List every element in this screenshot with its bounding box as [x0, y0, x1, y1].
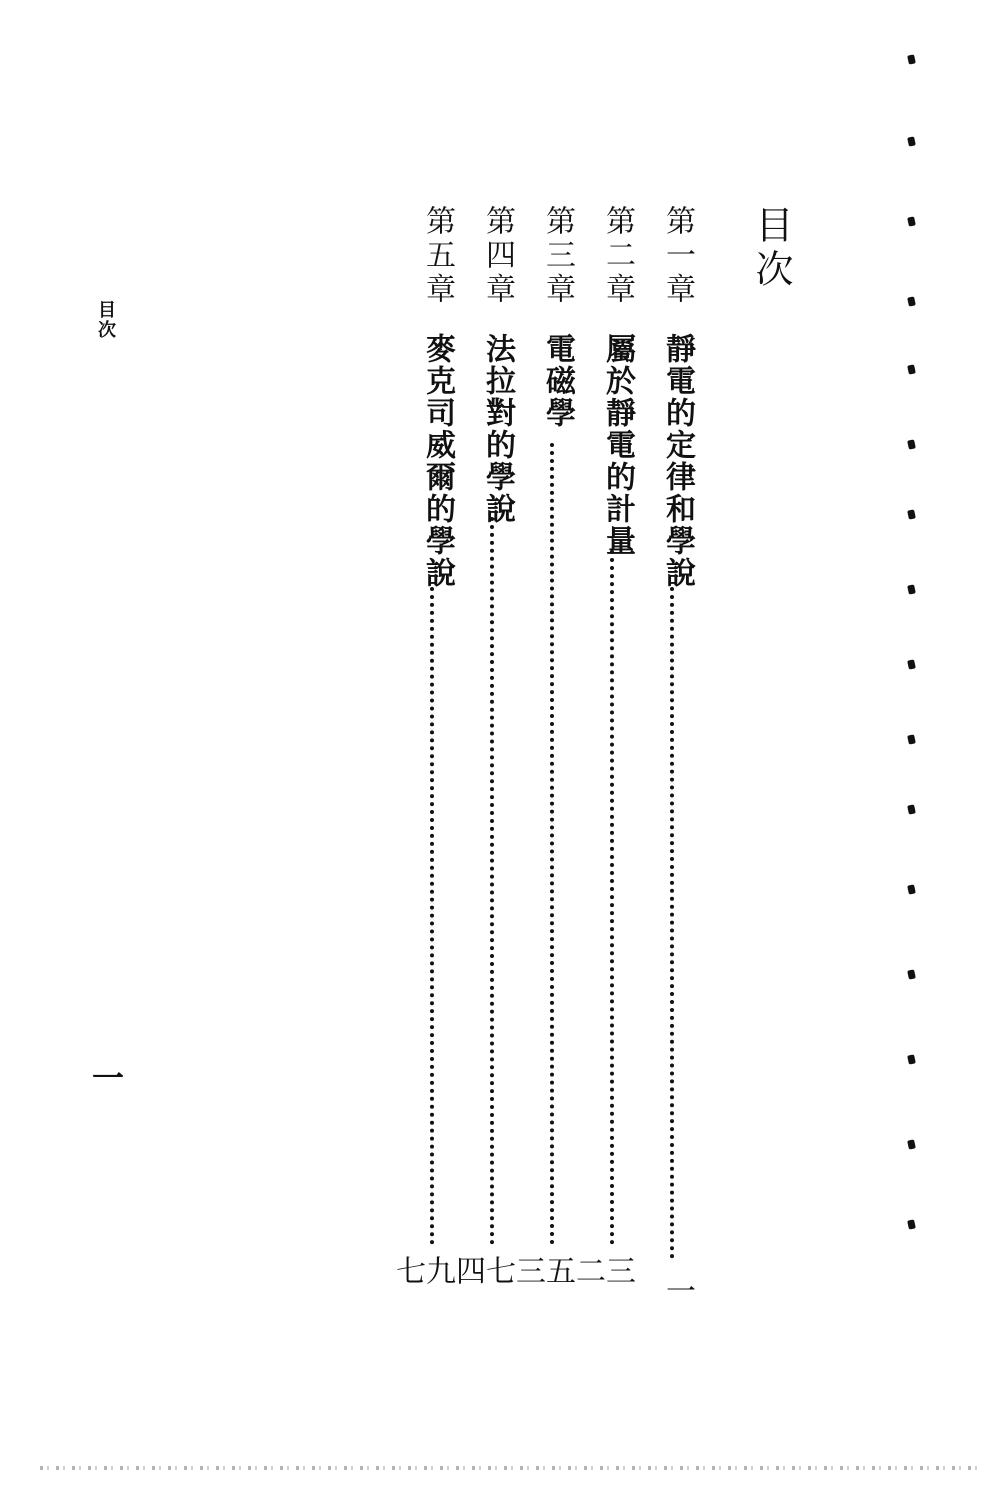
scan-artifact	[40, 1466, 980, 1470]
chapter-number: 第一章	[660, 205, 695, 307]
toc-title: 目次	[749, 205, 793, 293]
chapter-number: 第二章	[600, 205, 635, 307]
binding-marks	[908, 55, 928, 1255]
page-number: 三二	[570, 1255, 635, 1286]
chapter-title: 麥克司威爾的學說	[420, 333, 455, 589]
chapter-title: 靜電的定律和學說	[660, 333, 695, 589]
dot-leader	[670, 587, 674, 1259]
dot-leader	[550, 443, 554, 1245]
toc-entry	[570, 205, 635, 1315]
chapter-number: 第三章	[540, 205, 575, 307]
chapter-title: 電磁學	[540, 333, 575, 429]
page-folio: 一	[92, 1059, 125, 1097]
dot-leader	[430, 587, 434, 1245]
chapter-title: 屬於靜電的計量	[600, 333, 635, 557]
dot-leader	[490, 517, 494, 1245]
page-number: 五三	[510, 1255, 575, 1286]
page-number: 一	[660, 1275, 695, 1306]
chapter-number: 第四章	[480, 205, 515, 307]
chapter-number: 第五章	[420, 205, 455, 307]
running-header: 目次	[95, 300, 116, 340]
dot-leader	[610, 550, 614, 1245]
toc-entry	[450, 205, 515, 1315]
chapter-title: 法拉對的學說	[480, 333, 515, 525]
toc-entry	[390, 205, 455, 1315]
page-number: 七四	[450, 1255, 515, 1286]
page-number: 九七	[390, 1255, 455, 1286]
toc-entry	[510, 205, 575, 1315]
toc-entry	[652, 205, 695, 1315]
